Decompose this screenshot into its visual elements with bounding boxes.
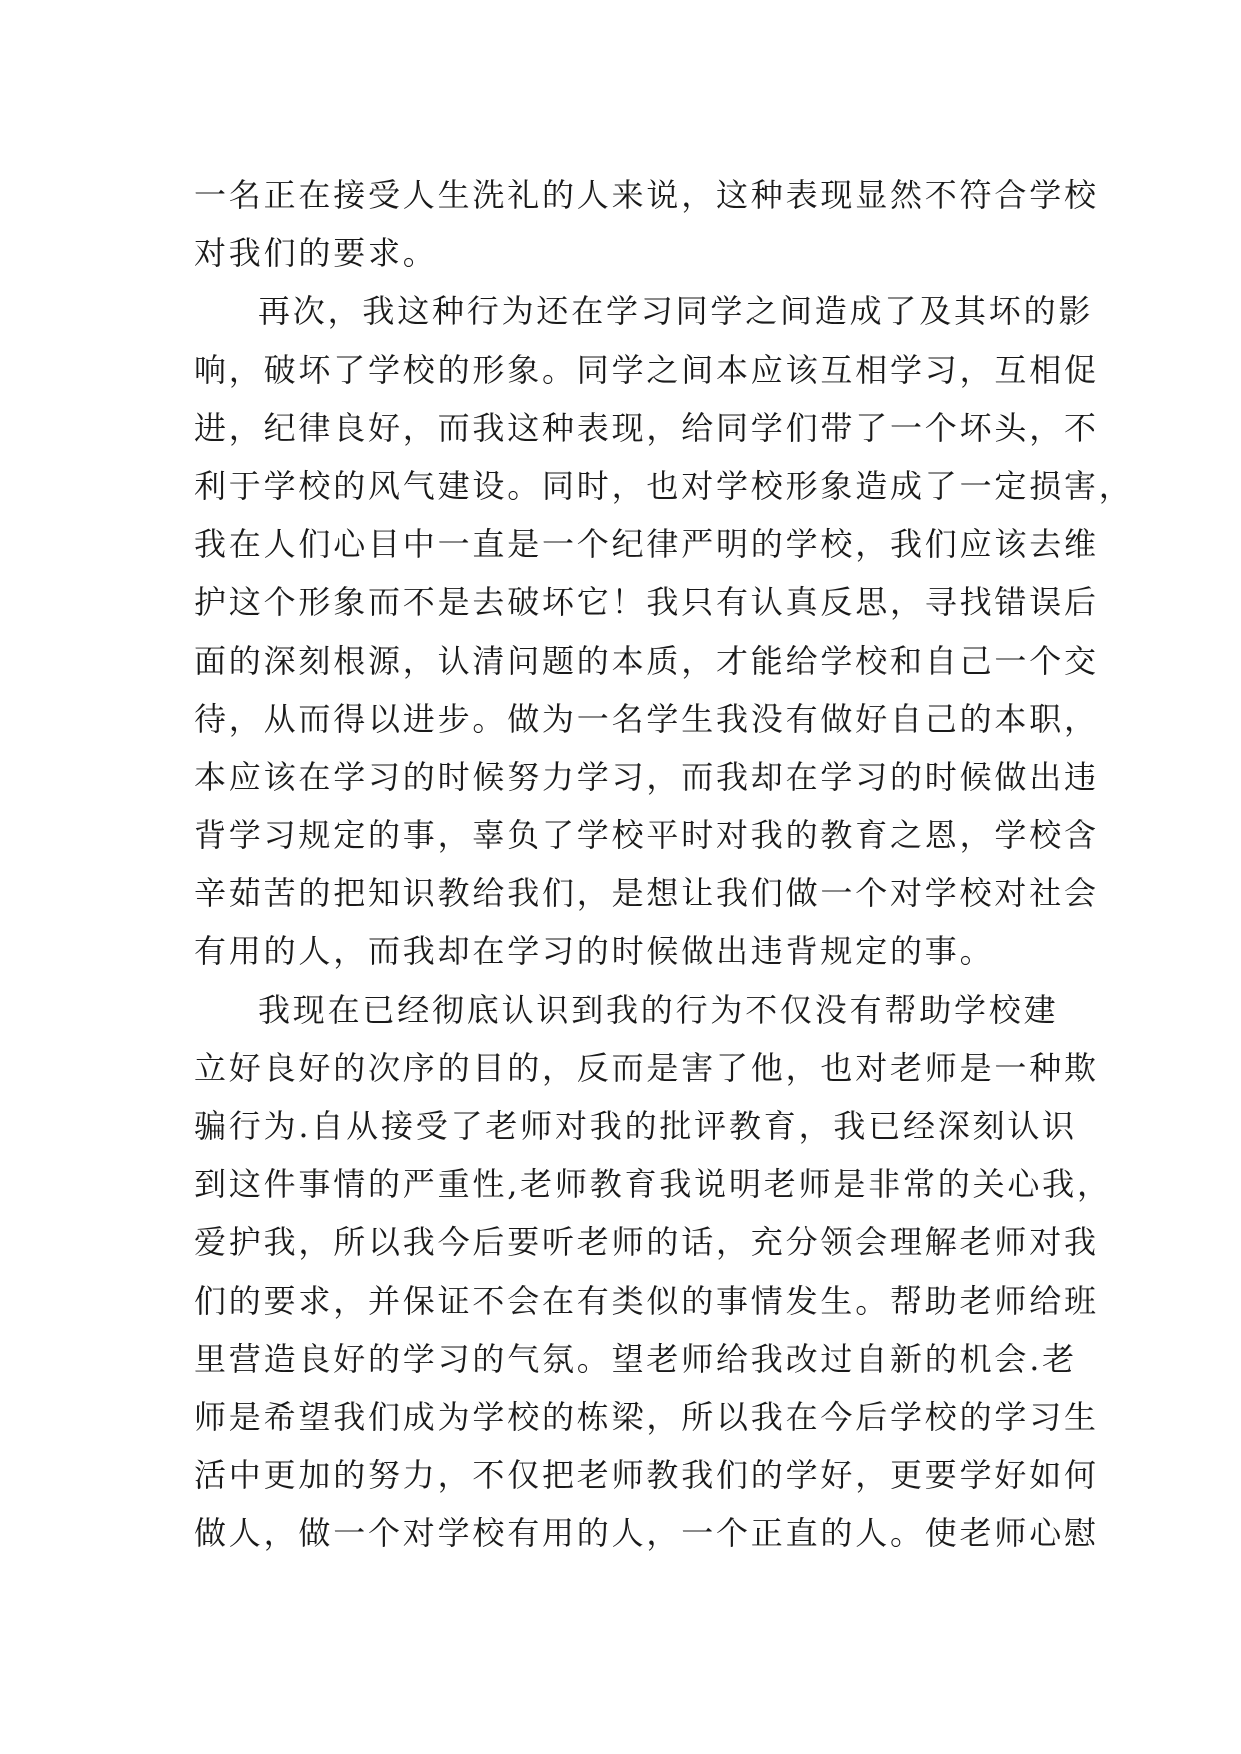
paragraph-start-line: 再次，我这种行为还在学习同学之间造成了及其坏的影 — [258, 292, 1094, 331]
text-line: 一名正在接受人生洗礼的人来说，这种表现显然不符合学校 — [194, 176, 1099, 214]
text-line: 背学习规定的事，辜负了学校平时对我的教育之恩，学校含 — [194, 816, 1099, 855]
text-line: 们的要求，并保证不会在有类似的事情发生。帮助老师给班 — [194, 1281, 1099, 1320]
text-line: 辛茹苦的把知识教给我们，是想让我们做一个对学校对社会 — [194, 874, 1099, 913]
text-line: 护这个形象而不是去破坏它！我只有认真反思，寻找错误后 — [194, 583, 1099, 622]
body-text — [194, 166, 1134, 1563]
text-line: 立好良好的次序的目的，反而是害了他，也对老师是一种欺 — [194, 1048, 1099, 1087]
text-line: 骗行为.自从接受了老师对我的批评教育，我已经深刻认识 — [194, 1107, 1077, 1145]
text-line: 到这件事情的严重性,老师教育我说明老师是非常的关心我， — [194, 1165, 1112, 1204]
text-line: 进，纪律良好，而我这种表现，给同学们带了一个坏头，不 — [194, 408, 1099, 447]
text-line: 里营造良好的学习的气氛。望老师给我改过自新的机会.老 — [194, 1339, 1077, 1378]
text-line: 对我们的要求。 — [194, 234, 438, 273]
text-line: 爱护我，所以我今后要听老师的话，充分领会理解老师对我 — [194, 1223, 1099, 1262]
paragraph-start-line: 我现在已经彻底认识到我的行为不仅没有帮助学校建 — [258, 990, 1059, 1029]
text-line: 利于学校的风气建设。同时，也对学校形象造成了一定损害， — [194, 466, 1134, 505]
text-line: 有用的人，而我却在学习的时候做出违背规定的事。 — [194, 932, 995, 971]
text-line: 我在人们心目中一直是一个纪律严明的学校，我们应该去维 — [194, 525, 1099, 564]
text-line: 活中更加的努力，不仅把老师教我们的学好，更要学好如何 — [194, 1456, 1099, 1495]
text-line: 面的深刻根源，认清问题的本质，才能给学校和自己一个交 — [194, 641, 1099, 680]
text-line: 待，从而得以进步。做为一名学生我没有做好自己的本职， — [194, 699, 1099, 738]
text-line: 做人，做一个对学校有用的人，一个正直的人。使老师心慰 — [194, 1514, 1099, 1553]
text-line: 师是希望我们成为学校的栋梁，所以我在今后学校的学习生 — [194, 1397, 1099, 1436]
text-line: 本应该在学习的时候努力学习，而我却在学习的时候做出违 — [194, 757, 1099, 796]
text-line: 响，破坏了学校的形象。同学之间本应该互相学习，互相促 — [194, 350, 1099, 389]
